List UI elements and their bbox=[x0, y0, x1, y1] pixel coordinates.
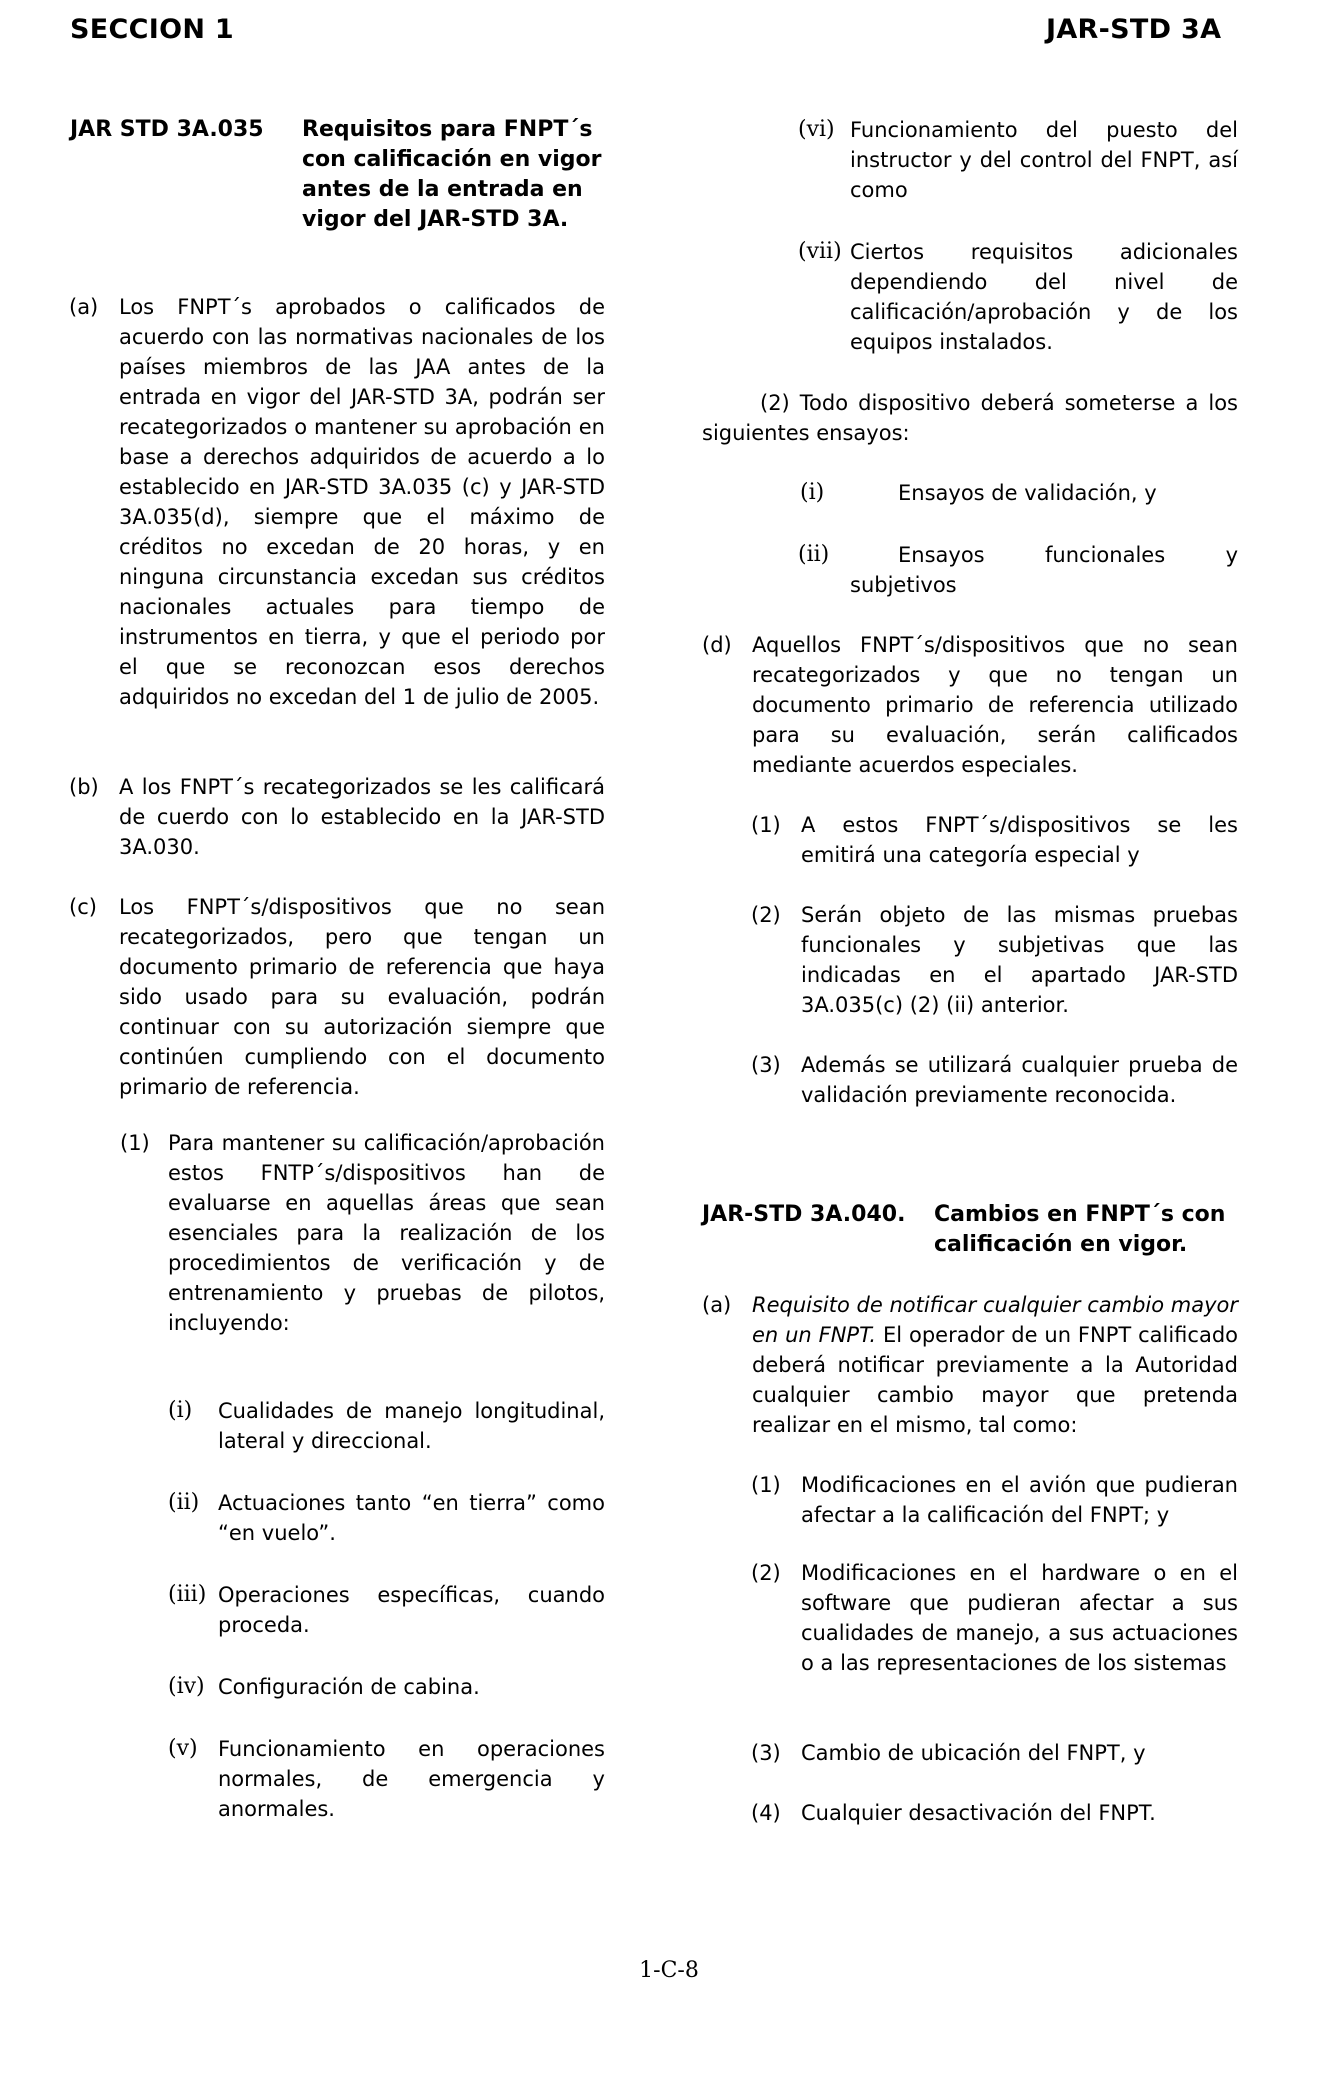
paragraph-a bbox=[69, 292, 605, 712]
item-text: Operaciones específicas, cuando proceda. bbox=[218, 1583, 605, 1637]
paragraph-label: (3) bbox=[751, 1053, 781, 1077]
item-c2-i bbox=[800, 478, 1238, 508]
paragraph-040-a4 bbox=[751, 1798, 1238, 1828]
paragraph-text: Modificaciones en el avión que pudieran afectar a la calificación del FNPT; y bbox=[801, 1473, 1238, 1527]
item-text: Configuración de cabina. bbox=[218, 1675, 480, 1699]
item-label: (vii) bbox=[798, 239, 842, 264]
paragraph-text: Cambio de ubicación del FNPT, y bbox=[801, 1741, 1146, 1765]
paragraph-label: (b) bbox=[69, 775, 99, 799]
paragraph-label: (1) bbox=[751, 813, 781, 837]
item-text: Funcionamiento en operaciones normales, de emergencia y anormales. bbox=[218, 1737, 605, 1821]
paragraph-040-a3 bbox=[751, 1738, 1238, 1768]
paragraph-text: Los FNPT´s aprobados o calificados de acuerdo con las normativas nacionales de los países miembros de las JAA antes de la entrada en vigor del JAR-STD 3A, podrán ser recategorizados o mantener su aprobación en base a derechos adquiridos de acuerdo a lo establecido en JAR-STD 3A.035 (c) y JAR-STD 3A.035(d), siempre que el máximo de créditos no excedan de 20 horas, y en ninguna circunstancia excedan sus créditos nacionales actuales para tiempo de instrumentos en tierra, y que el periodo por el que se reconozcan esos derechos adquiridos no excedan del 1 de julio de 2005. bbox=[119, 295, 605, 709]
item-label: (ii) bbox=[168, 1490, 200, 1515]
paragraph-label: (1) bbox=[120, 1131, 150, 1155]
paragraph-040-a1 bbox=[751, 1470, 1238, 1530]
section-header: SECCION 1 bbox=[70, 14, 235, 45]
section-code-035: JAR STD 3A.035 bbox=[70, 117, 264, 142]
item-label: (ii) bbox=[798, 542, 830, 567]
paragraph-040-a2 bbox=[751, 1558, 1238, 1678]
item-label: (v) bbox=[168, 1736, 198, 1761]
item-v bbox=[168, 1734, 605, 1824]
paragraph-label: (3) bbox=[751, 1741, 781, 1765]
item-text: Ensayos funcionales y subjetivos bbox=[850, 543, 1238, 597]
paragraph-text: Para mantener su calificación/aprobación estos FNTP´s/dispositivos han de evaluarse en aquellas áreas que sean esenciales para la realización de los procedimientos de verificación y de entrenamiento y pruebas de pilotos, incluyendo: bbox=[168, 1131, 605, 1335]
item-text: Funcionamiento del puesto del instructor y del control del FNPT, así como bbox=[850, 118, 1238, 202]
item-text: Ensayos de validación, y bbox=[898, 481, 1157, 505]
paragraph-b bbox=[69, 772, 605, 862]
paragraph-text: Modificaciones en el hardware o en el software que pudieran afectar a sus cualidades de manejo, a sus actuaciones o a las representaciones de los sistemas bbox=[801, 1561, 1238, 1675]
paragraph-label: (2) bbox=[751, 1561, 781, 1585]
paragraph-d2 bbox=[751, 900, 1238, 1020]
item-text: Cualidades de manejo longitudinal, lateral y direccional. bbox=[218, 1399, 605, 1453]
paragraph-label: (a) bbox=[702, 1293, 732, 1317]
item-label: (i) bbox=[168, 1398, 193, 1423]
paragraph-text: A estos FNPT´s/dispositivos se les emitirá una categoría especial y bbox=[801, 813, 1238, 867]
paragraph-d bbox=[702, 630, 1238, 780]
paragraph-label: (c) bbox=[69, 895, 97, 919]
paragraph-label: (d) bbox=[702, 633, 732, 657]
paragraph-c bbox=[69, 892, 605, 1102]
section-title-040: Cambios en FNPT´s con calificación en vigor. bbox=[934, 1202, 1226, 1257]
paragraph-label: (2) bbox=[760, 391, 790, 415]
paragraph-c1 bbox=[120, 1128, 605, 1338]
paragraph-040-a bbox=[702, 1290, 1239, 1440]
paragraph-text: A los FNPT´s recategorizados se les calificará de cuerdo con lo establecido en la JAR-STD 3A.030. bbox=[119, 775, 605, 859]
item-label: (vi) bbox=[798, 117, 835, 142]
paragraph-text: Todo dispositivo deberá someterse a los siguientes ensayos: bbox=[702, 391, 1238, 445]
item-text: Actuaciones tanto “en tierra” como “en vuelo”. bbox=[218, 1491, 605, 1545]
paragraph-d1 bbox=[751, 810, 1238, 870]
paragraph-text: Los FNPT´s/dispositivos que no sean recategorizados, pero que tengan un documento primario de referencia que haya sido usado para su evaluación, podrán continuar con su autorización siempre que continúen cumpliendo con el documento primario de referencia. bbox=[119, 895, 605, 1099]
item-label: (iii) bbox=[168, 1582, 207, 1607]
item-vii bbox=[798, 237, 1238, 357]
item-text: Ciertos requisitos adicionales dependiendo del nivel de calificación/aprobación y de los equipos instalados. bbox=[850, 240, 1238, 354]
paragraph-c2 bbox=[702, 388, 1238, 448]
item-c2-ii bbox=[798, 540, 1238, 600]
page-number: 1-C-8 bbox=[639, 1958, 699, 1983]
item-label: (iv) bbox=[168, 1674, 205, 1699]
item-label: (i) bbox=[800, 480, 825, 505]
paragraph-text: Además se utilizará cualquier prueba de validación previamente reconocida. bbox=[801, 1053, 1238, 1107]
paragraph-text: Aquellos FNPT´s/dispositivos que no sean recategorizados y que no tengan un documento primario de referencia utilizado para su evaluación, serán calificados mediante acuerdos especiales. bbox=[752, 633, 1238, 777]
paragraph-label: (1) bbox=[751, 1473, 781, 1497]
paragraph-d3 bbox=[751, 1050, 1238, 1110]
item-vi bbox=[798, 115, 1238, 205]
document-header: JAR-STD 3A bbox=[1046, 14, 1222, 45]
item-iii bbox=[168, 1580, 605, 1640]
paragraph-label: (4) bbox=[751, 1801, 781, 1825]
item-iv bbox=[168, 1672, 605, 1702]
section-title-035: Requisitos para FNPT´s con calificación en vigor antes de la entrada en vigor del JAR-STD 3A. bbox=[302, 117, 602, 232]
item-i bbox=[168, 1396, 605, 1456]
paragraph-text: Cualquier desactivación del FNPT. bbox=[801, 1801, 1156, 1825]
paragraph-label: (2) bbox=[751, 903, 781, 927]
paragraph-label: (a) bbox=[69, 295, 99, 319]
paragraph-text: Serán objeto de las mismas pruebas funcionales y subjetivas que las indicadas en el apartado JAR-STD 3A.035(c) (2) (ii) anterior. bbox=[801, 903, 1238, 1017]
section-code-040: JAR-STD 3A.040. bbox=[702, 1202, 906, 1227]
item-ii bbox=[168, 1488, 605, 1548]
paragraph-italic-heading: Requisito de notificar cualquier cambio mayor en un FNPT. bbox=[752, 1293, 1239, 1347]
paragraph-text: El operador de un FNPT calificado deberá notificar previamente a la Autoridad cualquier cambio mayor que pretenda realizar en el mismo, tal como: bbox=[752, 1323, 1238, 1437]
